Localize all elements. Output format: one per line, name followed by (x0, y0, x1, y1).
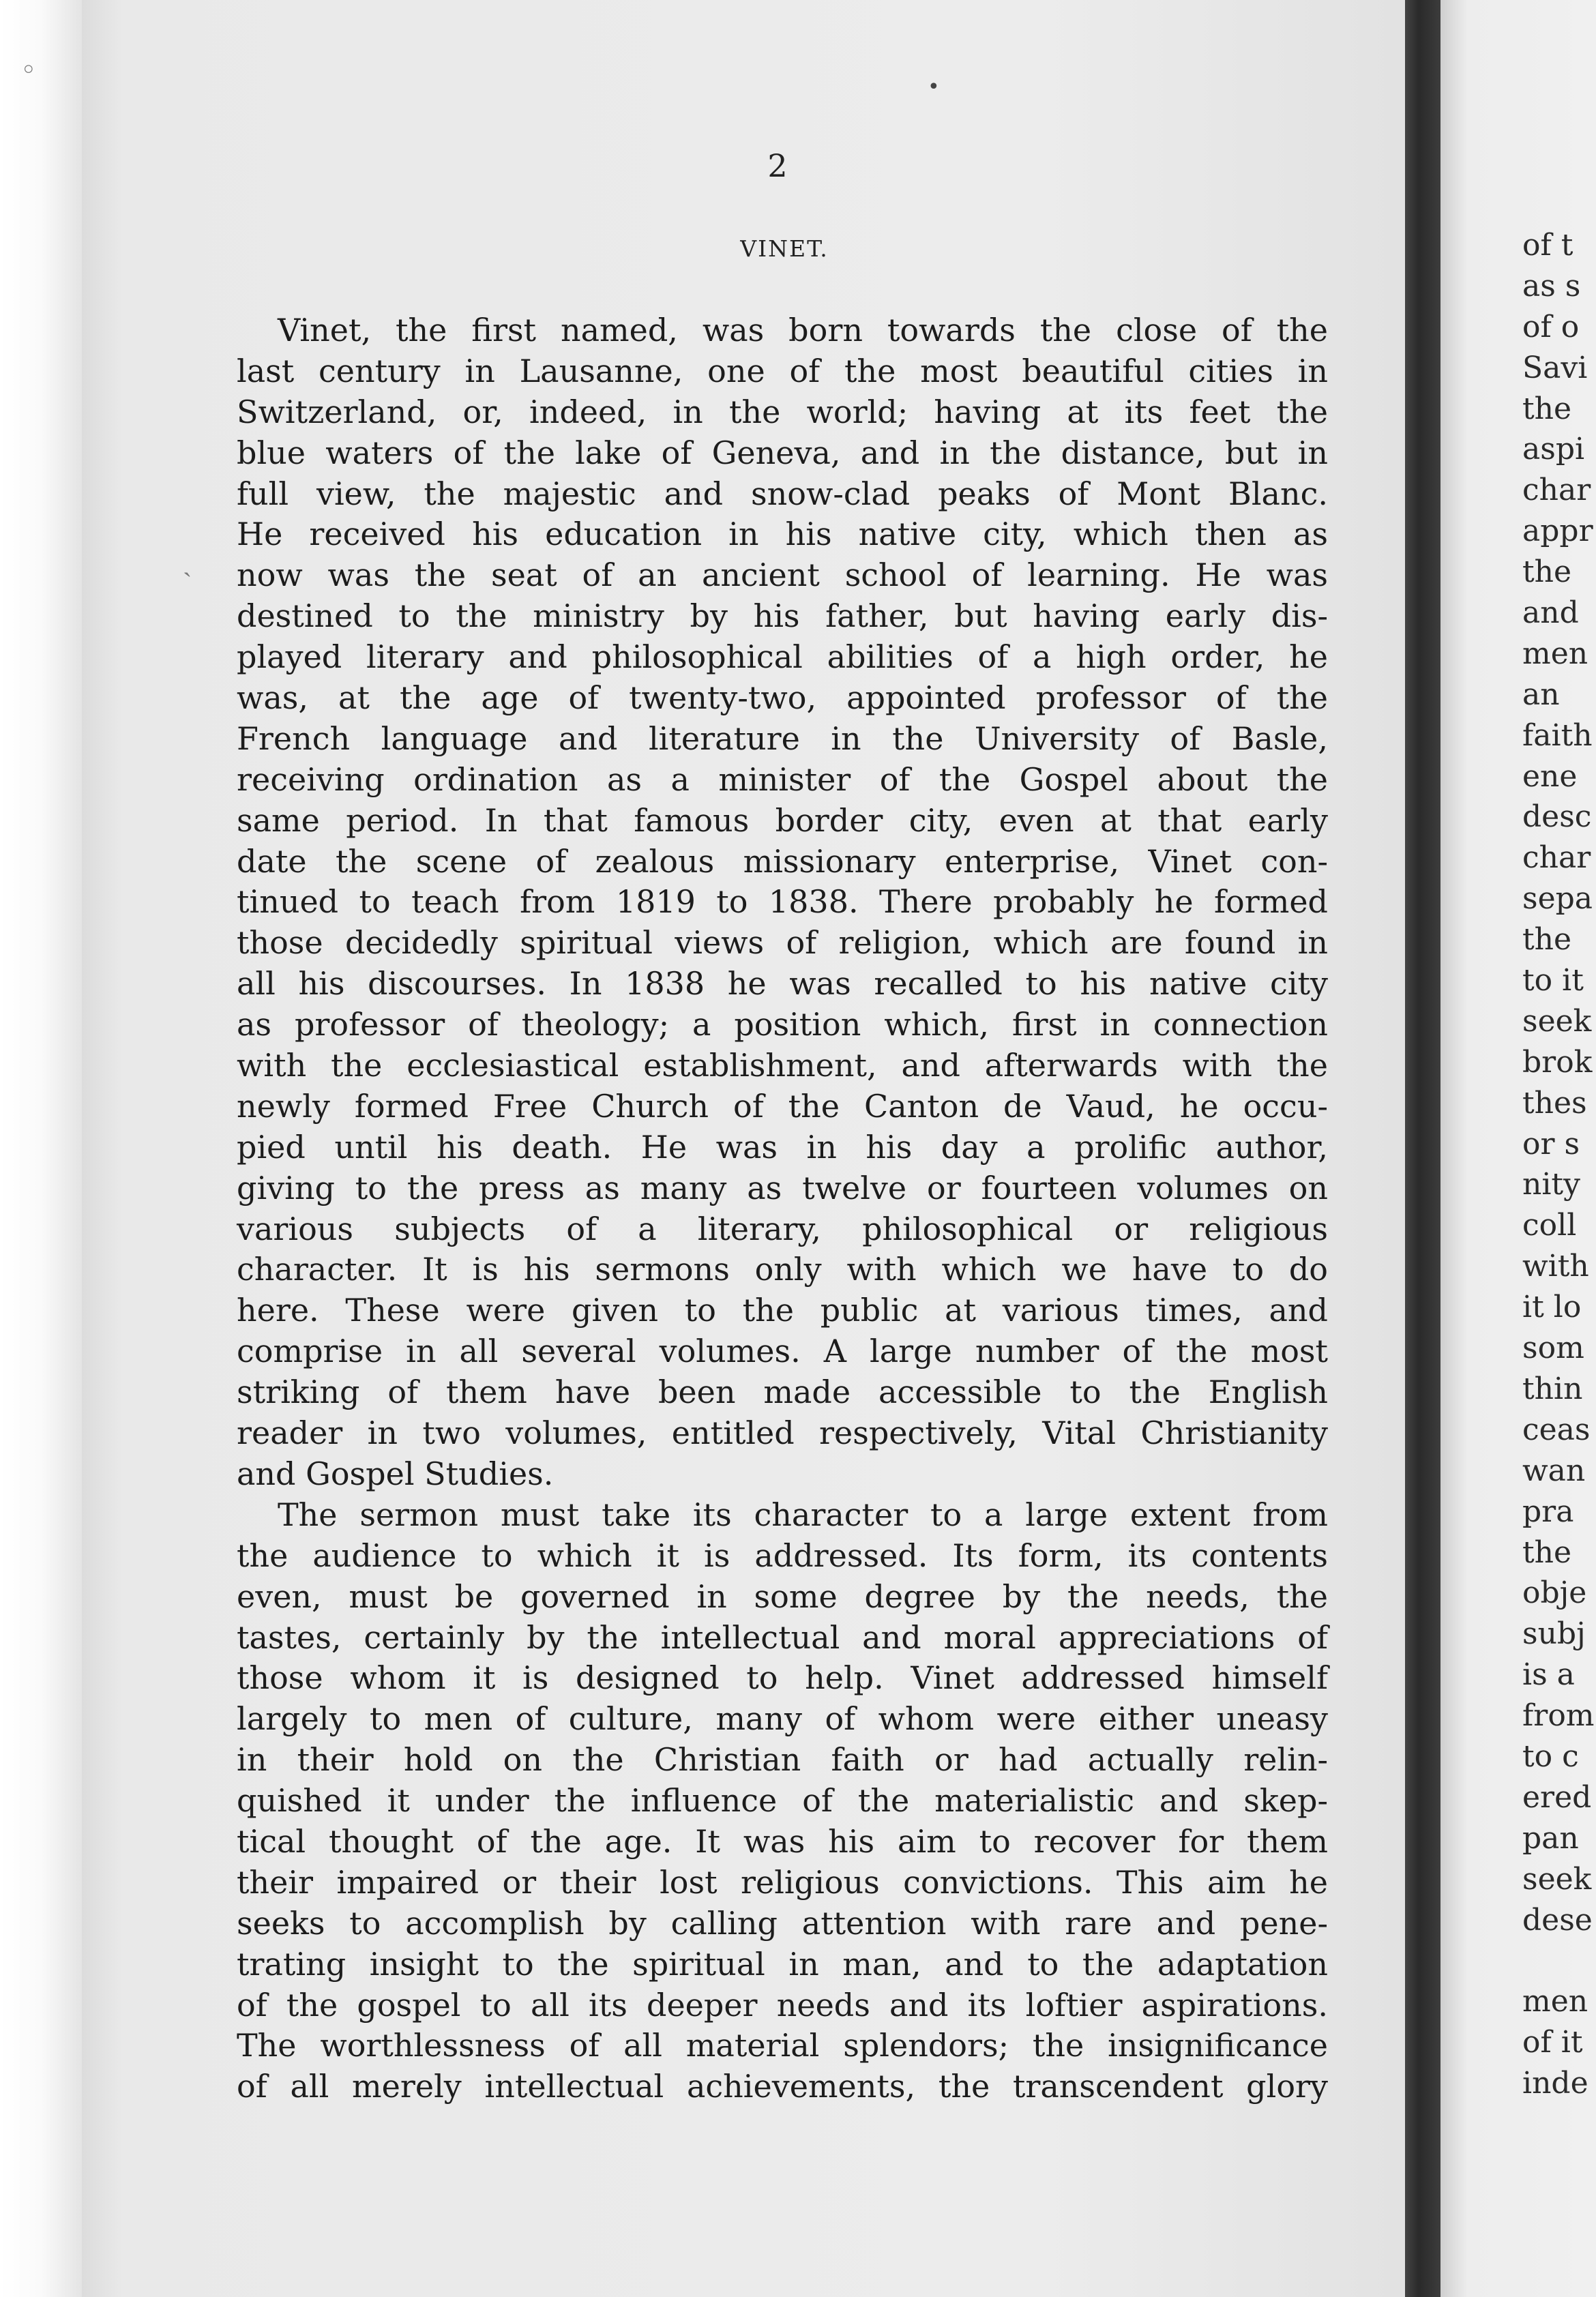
facing-text-line: pra (1522, 1494, 1574, 1529)
text-line: reader in two volumes, entitled respectively, Vital Christianity (237, 1414, 1328, 1452)
text-line: tical thought of the age. It was his aim to recover for them (237, 1822, 1328, 1860)
text-line: all his discourses. In 1838 he was recalled to his native city (237, 965, 1328, 1003)
facing-text-line: ene (1522, 758, 1578, 794)
facing-text-line: seek (1522, 1003, 1592, 1039)
facing-text-line: faith (1522, 717, 1593, 753)
text-line: receiving ordination as a minister of the Gospel about the (237, 760, 1328, 798)
facing-text-line: desc (1522, 799, 1592, 835)
facing-text-line: of o (1522, 309, 1580, 344)
facing-text-line: the (1522, 1535, 1572, 1570)
facing-text-line: som (1522, 1331, 1584, 1366)
text-line: blue waters of the lake of Geneva, and in the distance, but in (237, 434, 1328, 471)
facing-text-line: sepa (1522, 881, 1593, 917)
text-line: played literary and philosophical abilities of a high order, he (237, 638, 1328, 676)
facing-text-line: it lo (1522, 1290, 1582, 1325)
facing-text-line: from (1522, 1698, 1595, 1734)
scan-left-margin (0, 0, 82, 2297)
text-line: and Gospel Studies. (237, 1455, 554, 1492)
text-line: even, must be governed in some degree by the needs, the (237, 1577, 1328, 1615)
body-text (237, 310, 1328, 2107)
text-line: destined to the ministry by his father, but having early dis- (237, 597, 1328, 635)
text-line: date the scene of zealous missionary enterprise, Vinet con- (237, 842, 1328, 880)
text-line: pied until his death. He was in his day a prolific author, (237, 1128, 1328, 1166)
binding-shadow (1405, 0, 1440, 2297)
text-line: full view, the majestic and snow-clad peaks of Mont Blanc. (237, 475, 1328, 512)
text-line: their impaired or their lost religious convictions. This aim he (237, 1863, 1328, 1901)
page-number: 2 (767, 147, 788, 184)
facing-text-line: pan (1522, 1820, 1579, 1856)
text-line: striking of them have been made accessible to the English (237, 1374, 1328, 1411)
text-line: in their hold on the Christian faith or had actually relin- (237, 1741, 1328, 1779)
scan-speck: ˎ (183, 546, 192, 578)
text-line: last century in Lausanne, one of the most beautiful cities in (237, 352, 1328, 389)
facing-text-line: ceas (1522, 1412, 1591, 1447)
text-line: The worthlessness of all material splendors; the insignificance (237, 2027, 1328, 2064)
facing-text-line: nity (1522, 1167, 1580, 1202)
facing-text-line: the (1522, 554, 1572, 590)
text-line: those whom it is designed to help. Vinet addressed himself (237, 1659, 1328, 1697)
facing-text-line: men (1522, 636, 1588, 671)
text-line: Switzerland, or, indeed, in the world; having at its feet the (237, 393, 1328, 430)
facing-text-line: obje (1522, 1575, 1587, 1611)
facing-text-line: to c (1522, 1738, 1579, 1774)
text-line: as professor of theology; a position which, first in connection (237, 1006, 1328, 1043)
facing-text-line: wan (1522, 1453, 1586, 1488)
text-line: tastes, certainly by the intellectual and moral appreciations of (237, 1618, 1328, 1656)
text-line: giving to the press as many as twelve or fourteen volumes on (237, 1169, 1328, 1206)
text-line: same period. In that famous border city, even at that early (237, 801, 1328, 839)
facing-text-line: aspi (1522, 432, 1585, 467)
text-line: of all merely intellectual achievements, the transcendent glory (237, 2068, 1328, 2105)
facing-text-line: inde (1522, 2066, 1588, 2101)
text-line: largely to men of culture, many of whom were either uneasy (237, 1700, 1328, 1738)
facing-page (1440, 0, 1596, 2297)
text-line: with the ecclesiastical establishment, and afterwards with the (237, 1047, 1328, 1084)
facing-text-line: or s (1522, 1126, 1580, 1161)
scan-speck: ◦ (20, 55, 37, 86)
facing-text-line: Savi (1522, 350, 1588, 385)
scan-speck: • (928, 75, 940, 99)
facing-text-line: of t (1522, 228, 1573, 263)
facing-text-line: dese (1522, 1902, 1593, 1938)
text-line: tinued to teach from 1819 to 1838. There probably he formed (237, 883, 1328, 921)
facing-text-line: to it (1522, 963, 1584, 998)
facing-text-line: subj (1522, 1616, 1586, 1652)
facing-text-line: the (1522, 922, 1572, 958)
facing-text-line: thin (1522, 1371, 1583, 1406)
text-line: various subjects of a literary, philosophical or religious (237, 1210, 1328, 1247)
facing-text-line: seek (1522, 1861, 1592, 1897)
text-line: of the gospel to all its deeper needs and its loftier aspirations. (237, 1986, 1328, 2024)
facing-text-line: of it (1522, 2025, 1583, 2060)
facing-text-line: brok (1522, 1044, 1593, 1080)
text-line: The sermon must take its character to a large extent from (278, 1496, 1328, 1533)
facing-text-line: men (1522, 1984, 1588, 2019)
facing-text-line: an (1522, 677, 1560, 712)
facing-text-line: with (1522, 1249, 1589, 1284)
text-line: quished it under the influence of the materialistic and skep- (237, 1782, 1328, 1820)
facing-text-line: char (1522, 840, 1591, 876)
facing-text-line: ered (1522, 1779, 1592, 1815)
text-line: here. These were given to the public at various times, and (237, 1292, 1328, 1329)
section-heading: VINET. (740, 235, 829, 262)
facing-text-line: as s (1522, 268, 1581, 303)
text-line: newly formed Free Church of the Canton de Vaud, he occu- (237, 1087, 1328, 1125)
text-line: French language and literature in the University of Basle, (237, 720, 1328, 757)
facing-text-line: coll (1522, 1208, 1577, 1243)
text-line: seeks to accomplish by calling attention with rare and pene- (237, 1904, 1328, 1942)
text-line: those decidedly spiritual views of religion, which are found in (237, 924, 1328, 962)
facing-text-line: is a (1522, 1657, 1575, 1693)
text-line: Vinet, the first named, was born towards the close of the (278, 312, 1328, 349)
facing-text-line: appr (1522, 514, 1593, 549)
text-line: comprise in all several volumes. A large number of the most (237, 1333, 1328, 1370)
text-line: trating insight to the spiritual in man, and to the adaptation (237, 1945, 1328, 1983)
text-line: He received his education in his native city, which then as (237, 516, 1328, 553)
text-line: was, at the age of twenty-two, appointed professor of the (237, 679, 1328, 717)
text-line: now was the seat of an ancient school of learning. He was (237, 557, 1328, 594)
facing-text-line: the (1522, 391, 1572, 426)
facing-text-line: thes (1522, 1085, 1587, 1121)
facing-page-text (1522, 225, 1595, 2104)
text-line: the audience to which it is addressed. Its form, its contents (237, 1537, 1328, 1574)
facing-text-line: and (1522, 595, 1579, 631)
text-line: character. It is his sermons only with which we have to do (237, 1251, 1328, 1288)
facing-text-line: char (1522, 473, 1591, 508)
